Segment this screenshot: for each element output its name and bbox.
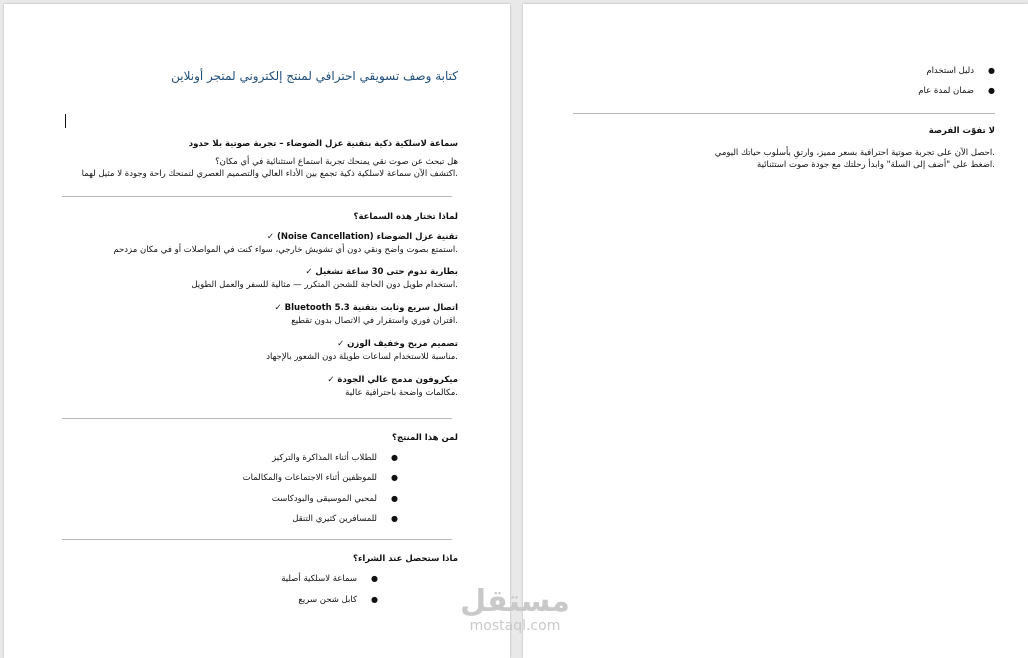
- list-item: ●كابل شحن سريع: [298, 595, 378, 605]
- divider: [62, 196, 452, 197]
- mostaql-watermark: [440, 586, 590, 646]
- intro-line-2: .اكتشف الآن سماعة لاسلكية ذكية تجمع بين الأداء العالي والتصميم العصري لتمنحك راحة وجودة لا مثيل لهما: [81, 169, 458, 179]
- package-heading: ماذا ستحصل عند الشراء؟: [353, 554, 458, 564]
- divider: [62, 418, 452, 419]
- feature-desc: .استمتع بصوت واضح ونقي دون أي تشويش خارجي، سواء كنت في المواصلات أو في مكان مزدحم: [113, 245, 458, 255]
- list-item: ●سماعة لاسلكية أصلية: [281, 574, 378, 584]
- feature-desc: .استخدام طويل دون الحاجة للشحن المتكرر — مثالية للسفر والعمل الطويل: [191, 280, 458, 290]
- list-item: ●للموظفين أثناء الاجتماعات والمكالمات: [242, 473, 398, 483]
- feature-desc: .اقتران فوري واستقرار في الاتصال بدون تقطيع: [291, 316, 458, 326]
- document-title: كتابة وصف تسويقي احترافي لمنتج إلكتروني لمتجر أونلاين: [171, 69, 458, 83]
- intro-line-1: هل تبحث عن صوت نقي يمنحك تجربة استماع استثنائية في أي مكان؟: [215, 157, 458, 167]
- for-whom-heading: لمن هذا المنتج؟: [392, 433, 458, 443]
- bullet-icon: ●: [371, 574, 378, 583]
- list-item: ●للطلاب أثناء المذاكرة والتركيز: [272, 453, 398, 463]
- bullet-icon: ●: [371, 595, 378, 604]
- divider: [573, 113, 995, 114]
- feature-title: تصميم مريح وخفيف الوزن ✓: [337, 339, 458, 349]
- page-gap: [512, 0, 521, 658]
- cta-heading: لا تفوّت الفرصة: [928, 126, 995, 136]
- why-heading: لماذا تختار هذه السماعة؟: [353, 212, 458, 222]
- cta-line-1: .احصل الآن على تجربة صوتية احترافية بسعر مميز، وارتقِ بأسلوب حياتك اليومي: [714, 148, 995, 158]
- document-page-2: [523, 4, 1028, 658]
- list-item: ●للمسافرين كثيري التنقل: [292, 514, 398, 524]
- text-cursor: [65, 114, 66, 128]
- feature-title: تقنية عزل الضوضاء (Noise Cancellation) ✓: [266, 232, 458, 242]
- bullet-icon: ●: [391, 453, 398, 462]
- feature-desc: .مكالمات واضحة باحترافية عالية: [345, 388, 458, 398]
- watermark-logo-text: مستقل: [460, 584, 570, 619]
- bullet-icon: ●: [391, 514, 398, 523]
- cta-line-2: .اضغط على "أضف إلى السلة" وابدأ رحلتك مع جودة صوت استثنائية: [757, 160, 995, 170]
- bullet-icon: ●: [988, 86, 995, 95]
- feature-title: ميكروفون مدمج عالي الجودة ✓: [327, 375, 458, 385]
- bullet-icon: ●: [391, 473, 398, 482]
- bullet-icon: ●: [988, 66, 995, 75]
- feature-title: اتصال سريع وثابت بتقنية Bluetooth 5.3 ✓: [274, 303, 458, 313]
- document-page-1: [4, 4, 510, 658]
- product-headline: سماعة لاسلكية ذكية بتقنية عزل الضوضاء – تجربة صوتية بلا حدود: [188, 139, 458, 149]
- bullet-icon: ●: [391, 494, 398, 503]
- feature-desc: .مناسبة للاستخدام لساعات طويلة دون الشعور بالإجهاد: [266, 352, 458, 362]
- divider: [62, 539, 452, 540]
- feature-title: بطارية تدوم حتى 30 ساعة تشغيل ✓: [305, 267, 458, 277]
- list-item: ●دليل استخدام: [926, 66, 995, 76]
- list-item: ●ضمان لمدة عام: [918, 86, 995, 96]
- watermark-url: mostaql.com: [469, 618, 561, 634]
- list-item: ●لمحبي الموسيقى والبودكاست: [271, 494, 398, 504]
